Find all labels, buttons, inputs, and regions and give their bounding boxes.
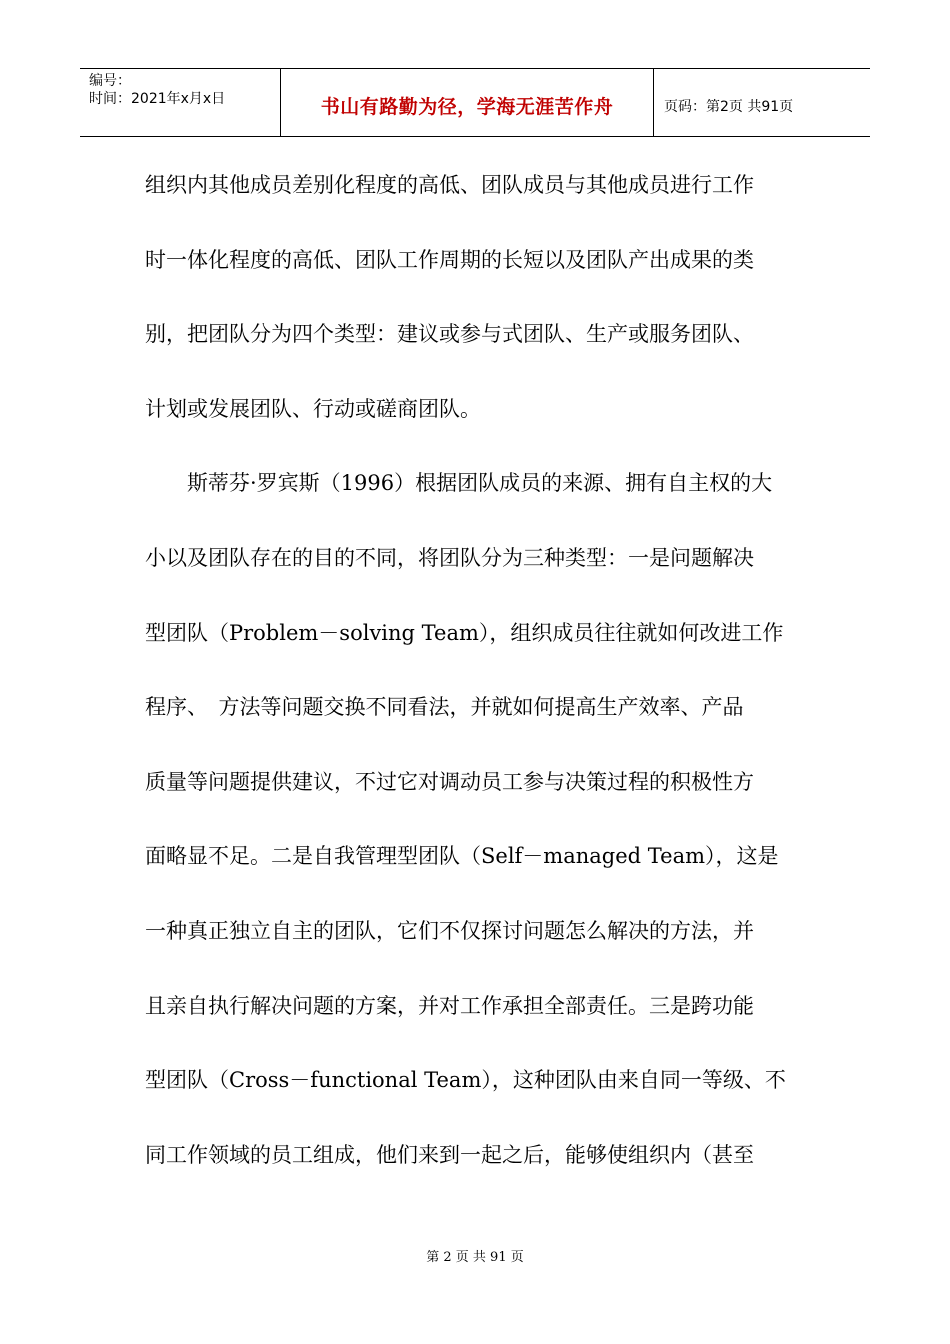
document-header [80, 68, 870, 137]
body-line: 一种真正独立自主的团队，它们不仅探讨问题怎么解决的方法，并 [145, 918, 754, 943]
page-footer: 第 2 页 共 91 页 [426, 1250, 524, 1265]
body-line: 别，把团队分为四个类型：建议或参与式团队、生产或服务团队、 [145, 322, 754, 347]
body-line: 型团队（Cross－functional Team），这种团队由来自同一等级、不 [145, 1068, 786, 1093]
body-line: 面略显不足。二是自我管理型团队（Self－managed Team），这是 [145, 844, 779, 869]
body-line: 同工作领域的员工组成，他们来到一起之后，能够使组织内（甚至 [145, 1142, 754, 1167]
document-number-label: 编号： [89, 73, 131, 89]
body-line: 计划或发展团队、行动或磋商团队。 [145, 396, 481, 421]
body-line: 型团队（Problem－solving Team），组织成员往往就如何改进工作 [145, 620, 784, 645]
body-line: 质量等问题提供建议，不过它对调动员工参与决策过程的积极性方 [145, 769, 754, 794]
body-line: 时一体化程度的高低、团队工作周期的长短以及团队产出成果的类 [145, 247, 754, 272]
header-page-info: 页码：第2页 共91页 [664, 98, 794, 115]
header-meta-cell [80, 69, 281, 136]
body-line: 斯蒂芬·罗宾斯（1996）根据团队成员的来源、拥有自主权的大 [145, 471, 773, 496]
header-motto-cell [281, 69, 654, 136]
body-line: 组织内其他成员差别化程度的高低、团队成员与其他成员进行工作 [145, 173, 754, 197]
body-line: 小以及团队存在的目的不同，将团队分为三种类型：一是问题解决 [145, 545, 754, 570]
header-motto: 书山有路勤为径，学海无涯苦作舟 [320, 96, 614, 118]
body-line: 且亲自执行解决问题的方案，并对工作承担全部责任。三是跨功能 [145, 993, 754, 1018]
header-page-cell [654, 69, 870, 136]
body-line: 程序、 方法等问题交换不同看法，并就如何提高生产效率、产品 [145, 695, 744, 720]
document-body [145, 165, 810, 1209]
document-date-label: 时间：2021年x月x日 [89, 91, 226, 107]
